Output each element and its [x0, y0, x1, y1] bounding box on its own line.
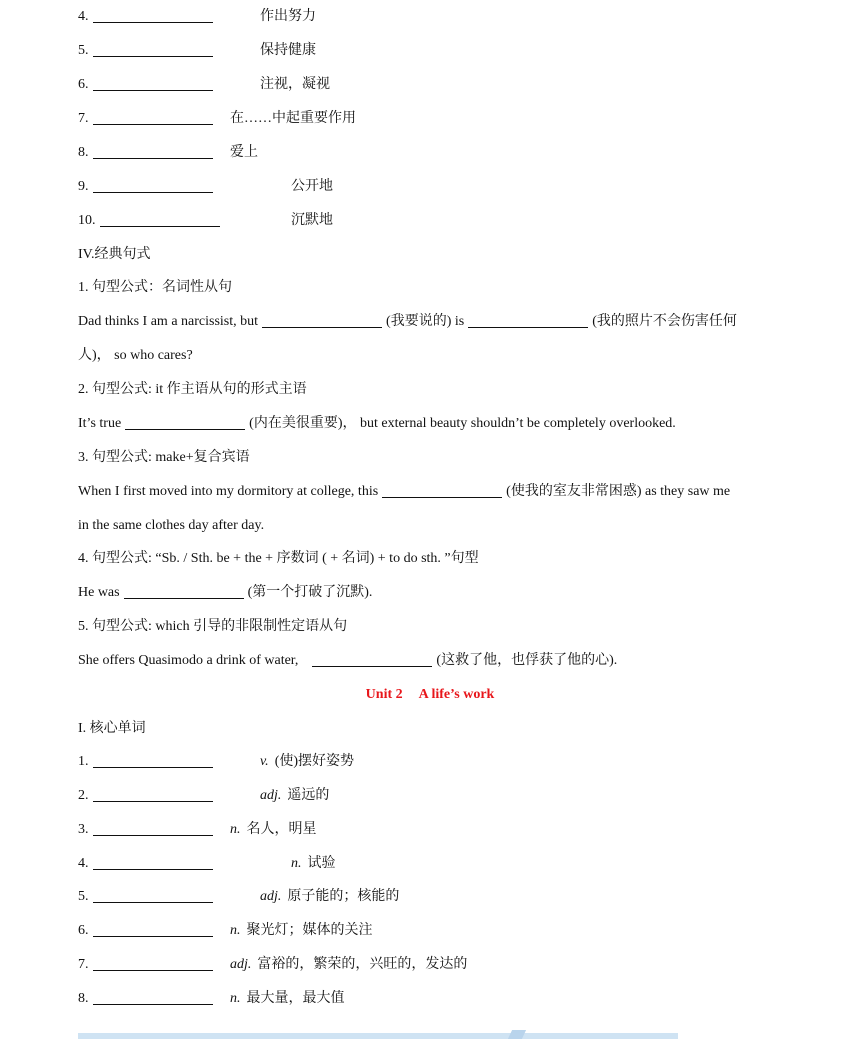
answer-blank[interactable] — [93, 821, 213, 836]
answer-blank[interactable] — [93, 110, 213, 125]
footer-divider — [78, 1033, 678, 1039]
section-heading: I. 核心单词 — [78, 721, 146, 736]
pattern-heading: 2. 句型公式: it 作主语从句的形式主语 — [78, 382, 307, 397]
phrase-meaning: 注视，凝视 — [260, 77, 330, 92]
word-item: 5. — [78, 888, 213, 906]
phrase-meaning: 作出努力 — [260, 9, 316, 24]
answer-blank[interactable] — [382, 483, 502, 498]
phrase-meaning: 在……中起重要作用 — [230, 111, 356, 126]
answer-blank[interactable] — [93, 178, 213, 193]
example-sentence: It’s true (内在美很重要)， but external beauty shouldn’t be completely overlooked. — [78, 416, 676, 431]
word-meaning: adj. 原子能的；核能的 — [260, 889, 400, 904]
phrase-item: 8. — [78, 144, 213, 162]
pattern-heading: 3. 句型公式: make+复合宾语 — [78, 450, 250, 465]
word-item: 3. — [78, 821, 213, 839]
pattern-heading: 1. 句型公式：名词性从句 — [78, 280, 232, 295]
unit-title: Unit 2 A life’s work — [365, 687, 495, 702]
answer-blank[interactable] — [100, 212, 220, 227]
example-sentence-cont: 人)， so who cares? — [78, 348, 193, 363]
example-sentence: When I first moved into my dormitory at college, this (使我的室友非常困惑) as they saw me — [78, 484, 731, 499]
phrase-item: 4. — [78, 8, 213, 26]
word-meaning: adj. 遥远的 — [260, 788, 330, 803]
word-meaning: n. 名人，明星 — [230, 822, 317, 837]
word-meaning: n. 聚光灯；媒体的关注 — [230, 923, 373, 938]
word-meaning: v. (使)摆好姿势 — [260, 754, 355, 769]
answer-blank[interactable] — [93, 753, 213, 768]
answer-blank[interactable] — [93, 855, 213, 870]
answer-blank[interactable] — [468, 313, 588, 328]
answer-blank[interactable] — [93, 42, 213, 57]
example-sentence: She offers Quasimodo a drink of water, (这救了他，也俘获了他的心). — [78, 653, 618, 668]
answer-blank[interactable] — [93, 888, 213, 903]
answer-blank[interactable] — [124, 584, 244, 599]
word-meaning: adj. 富裕的，繁荣的，兴旺的，发达的 — [230, 957, 468, 972]
answer-blank[interactable] — [93, 76, 213, 91]
pattern-heading: 5. 句型公式: which 引导的非限制性定语从句 — [78, 619, 348, 634]
answer-blank[interactable] — [125, 415, 245, 430]
phrase-meaning: 沉默地 — [291, 213, 333, 228]
word-meaning: n. 试验 — [291, 856, 336, 871]
phrase-item: 10. — [78, 212, 220, 230]
answer-blank[interactable] — [93, 956, 213, 971]
answer-blank[interactable] — [312, 652, 432, 667]
word-item: 6. — [78, 922, 213, 940]
word-meaning: n. 最大量，最大值 — [230, 991, 345, 1006]
phrase-item: 6. — [78, 76, 213, 94]
phrase-meaning: 爱上 — [230, 145, 258, 160]
answer-blank[interactable] — [93, 922, 213, 937]
example-sentence-cont: in the same clothes day after day. — [78, 518, 265, 533]
phrase-item: 7. — [78, 110, 213, 128]
word-item: 8. — [78, 990, 213, 1008]
divider-mark-icon — [508, 1030, 526, 1039]
example-sentence: He was (第一个打破了沉默). — [78, 585, 373, 600]
section-heading: IV.经典句式 — [78, 247, 151, 262]
phrase-item: 5. — [78, 42, 213, 60]
answer-blank[interactable] — [262, 313, 382, 328]
answer-blank[interactable] — [93, 990, 213, 1005]
phrase-item: 9. — [78, 178, 213, 196]
word-item: 4. — [78, 855, 213, 873]
word-item: 1. — [78, 753, 213, 771]
answer-blank[interactable] — [93, 8, 213, 23]
pattern-heading: 4. 句型公式: “Sb. / Sth. be + the + 序数词 ( + 名词) + to do sth. ”句型 — [78, 551, 479, 566]
answer-blank[interactable] — [93, 144, 213, 159]
word-item: 2. — [78, 787, 213, 805]
phrase-meaning: 保持健康 — [260, 43, 316, 58]
example-sentence: Dad thinks I am a narcissist, but (我要说的) is (我的照片不会伤害任何 — [78, 314, 737, 329]
phrase-meaning: 公开地 — [291, 179, 333, 194]
word-item: 7. — [78, 956, 213, 974]
answer-blank[interactable] — [93, 787, 213, 802]
